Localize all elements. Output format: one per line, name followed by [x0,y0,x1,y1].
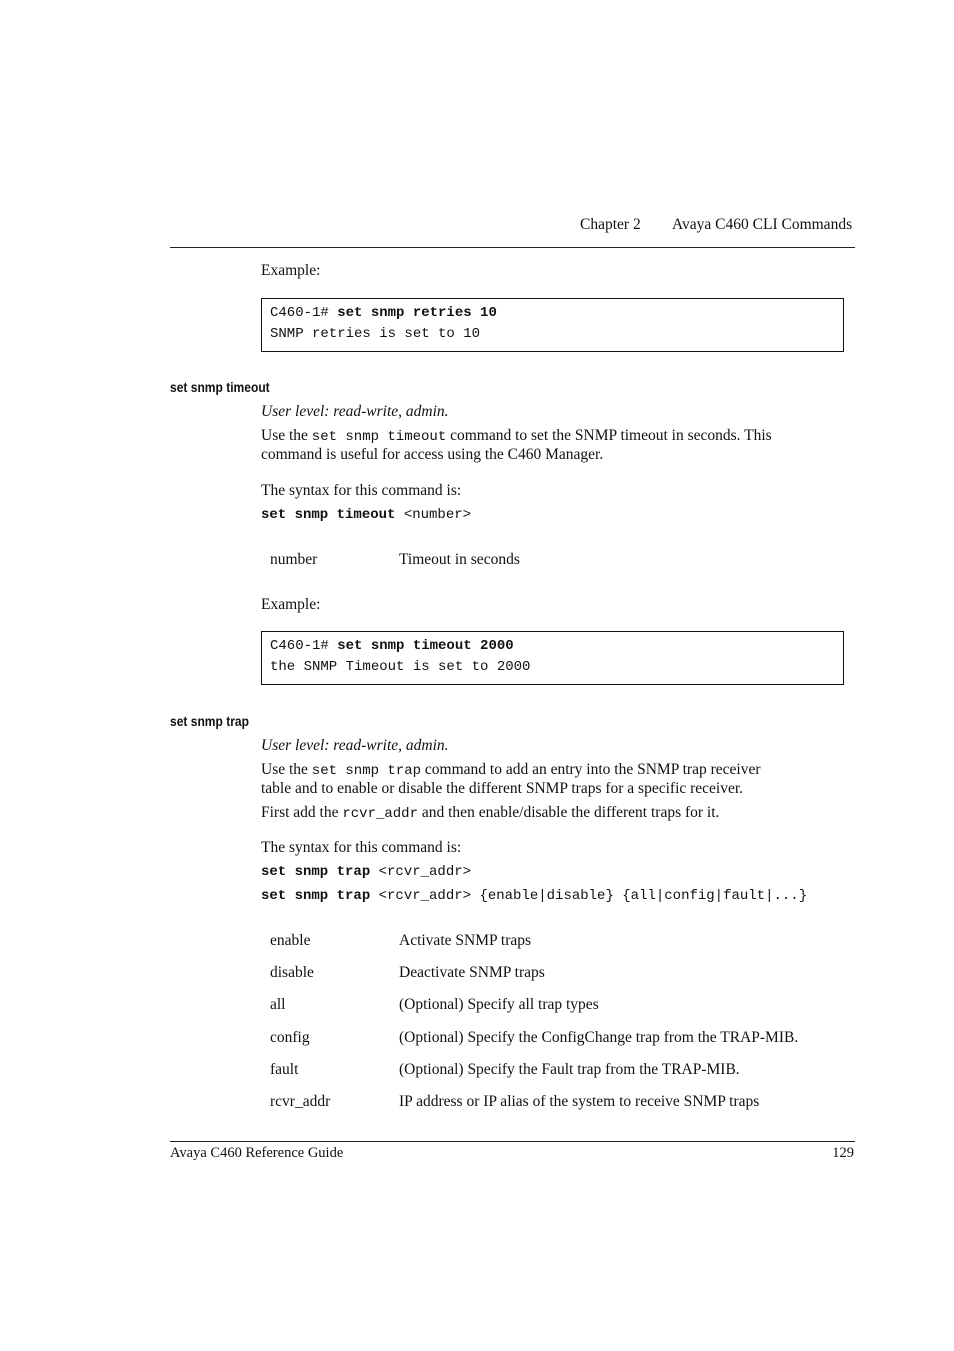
syntax-argument: <rcvr_addr> [378,864,472,880]
code-prompt: C460-1# [270,638,329,654]
timeout-description-line-2: command is useful for access using the C460 Manager. [261,446,604,463]
header-chapter: Chapter 2 [580,216,641,233]
text-span: command to set the SNMP timeout in seconds. This [450,427,772,444]
param-description: Activate SNMP traps [399,932,532,949]
header-title: Avaya C460 CLI Commands [672,216,853,233]
param-description: (Optional) Specify the ConfigChange trap from the TRAP-MIB. [399,1029,799,1046]
text-span: First add the [261,804,339,821]
timeout-description-line-1 [261,427,772,445]
trap-heading: set snmp trap [170,713,249,729]
timeout-user-level: User level: read-write, admin. [261,403,449,420]
code-command: set snmp timeout 2000 [337,638,514,654]
timeout-code-output: the SNMP Timeout is set to 2000 [270,659,531,675]
timeout-code-line-1 [270,638,514,654]
code-command: set snmp retries 10 [337,305,497,321]
param-name: fault [270,1061,299,1078]
trap-syntax-1 [261,864,471,880]
param-name: enable [270,932,311,949]
param-description: Deactivate SNMP traps [399,964,545,981]
param-description: IP address or IP alias of the system to receive SNMP traps [399,1093,760,1110]
param-description: (Optional) Specify the Fault trap from the TRAP-MIB. [399,1061,740,1078]
inline-code: set snmp timeout [311,429,447,445]
text-span: and then enable/disable the different traps for it. [421,804,720,821]
inline-code: set snmp trap [311,763,422,779]
code-prompt: C460-1# [270,305,329,321]
timeout-heading: set snmp timeout [170,379,270,395]
trap-syntax-2 [261,888,807,904]
param-name: disable [270,964,314,981]
syntax-command: set snmp trap [261,888,371,904]
retries-code-output: SNMP retries is set to 10 [270,326,481,342]
param-description: Timeout in seconds [399,551,520,568]
text-span: command to add an entry into the SNMP trap receiver [424,761,761,778]
syntax-command: set snmp timeout [261,507,396,523]
syntax-argument: <rcvr_addr> {enable|disable} {all|config|fault|...} [378,888,808,904]
text-span: Use the [261,761,308,778]
retries-code-line-1 [270,305,497,321]
footer-page-number: 129 [832,1145,854,1161]
timeout-code-block [261,631,844,685]
trap-description-line-2: table and to enable or disable the different SNMP traps for a specific receiver. [261,780,744,797]
timeout-example-label: Example: [261,596,321,613]
param-name: number [270,551,318,568]
syntax-command: set snmp trap [261,864,371,880]
trap-description-line-3 [261,804,719,822]
timeout-syntax [261,507,471,523]
footer-guide-title: Avaya C460 Reference Guide [170,1145,344,1161]
syntax-argument: <number> [403,507,472,523]
retries-example-label: Example: [261,262,321,279]
footer-rule [170,1141,855,1142]
inline-code: rcvr_addr [342,806,418,822]
param-description: (Optional) Specify all trap types [399,996,599,1013]
param-name: all [270,996,286,1013]
trap-user-level: User level: read-write, admin. [261,737,449,754]
trap-description-line-1 [261,761,761,779]
timeout-syntax-intro: The syntax for this command is: [261,482,462,499]
trap-syntax-intro: The syntax for this command is: [261,839,462,856]
param-name: rcvr_addr [270,1093,331,1110]
text-span: Use the [261,427,308,444]
header-rule [170,247,855,248]
retries-code-block [261,298,844,352]
param-name: config [270,1029,310,1046]
